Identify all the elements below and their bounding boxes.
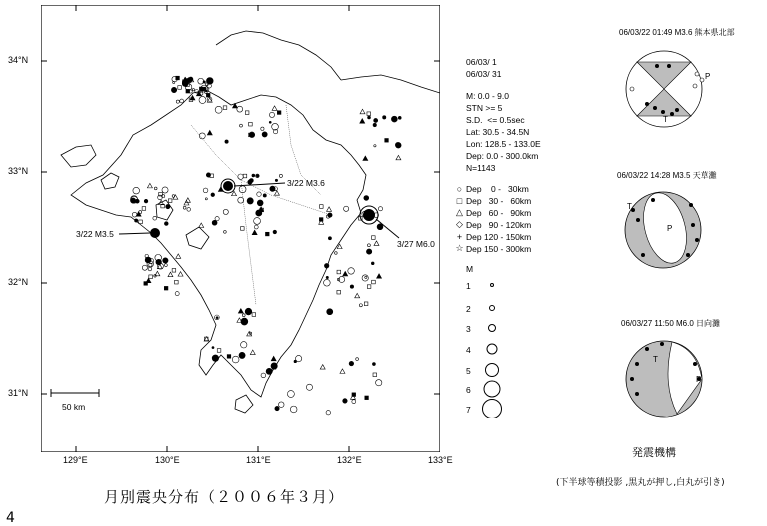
epicenter-symbol bbox=[269, 121, 271, 123]
figure-title: 月別震央分布（２００６年３月） bbox=[104, 488, 345, 506]
lat-label-31: 31°N bbox=[8, 388, 29, 398]
epicenter-symbol bbox=[366, 249, 371, 254]
event-count: N=1143 bbox=[466, 163, 496, 173]
epicenter-symbol bbox=[212, 355, 219, 362]
date-to: 06/03/ 31 bbox=[466, 69, 502, 79]
epicenter-symbol bbox=[225, 140, 228, 143]
epicenter-symbol bbox=[365, 396, 369, 400]
epicenter-symbol bbox=[377, 224, 383, 230]
epicenter-symbol bbox=[277, 111, 281, 115]
mag-legend-value: 3 bbox=[466, 324, 471, 334]
epicenter-symbol bbox=[171, 87, 176, 92]
epicenter-symbol bbox=[256, 210, 262, 216]
epicenter-symbol bbox=[373, 123, 376, 126]
date-from: 06/03/ 1 bbox=[466, 57, 497, 67]
epicenter-symbol bbox=[144, 199, 148, 203]
mechanism-note: (下半球等積投影 ,黒丸が押し,白丸が引き) bbox=[556, 478, 725, 488]
event-label-m36: 3/22 M3.6 bbox=[287, 178, 325, 188]
epicenter-symbol bbox=[343, 399, 348, 404]
depth-legend-row: ○ Dep 0 - 30km bbox=[456, 183, 529, 194]
scale-label: 50 km bbox=[62, 402, 86, 412]
epicenter-symbol bbox=[371, 262, 374, 265]
svg-text:P: P bbox=[705, 72, 711, 81]
epicenter-symbol bbox=[163, 258, 168, 263]
mag-legend-value: 2 bbox=[466, 304, 471, 314]
epicenter-symbol bbox=[398, 116, 401, 119]
epicenter-symbol bbox=[203, 87, 206, 90]
epicenter-symbol bbox=[203, 81, 205, 83]
event-label-m60: 3/27 M6.0 bbox=[397, 239, 435, 249]
epicenter-symbol bbox=[273, 230, 277, 234]
depth-legend-row: ◇ Dep 90 - 120km bbox=[456, 219, 532, 230]
mechanism-title-1: 06/03/22 01:49 M3.6 熊本県北部 bbox=[619, 28, 735, 37]
epicenter-symbol bbox=[349, 361, 354, 366]
epicenter-symbol bbox=[270, 186, 275, 191]
epicenter-symbol bbox=[391, 116, 397, 122]
epicenter-symbol bbox=[364, 196, 369, 201]
epicenter-symbol bbox=[265, 232, 269, 236]
epicenter-symbol bbox=[248, 180, 252, 184]
lon-label-131: 131°E bbox=[246, 455, 271, 465]
depth-legend-row: △ Dep 60 - 90km bbox=[456, 207, 532, 218]
svg-text:T: T bbox=[627, 202, 632, 211]
mag-legend-value: 7 bbox=[466, 405, 471, 415]
page-number: 4 bbox=[6, 510, 15, 526]
svg-text:T: T bbox=[653, 355, 658, 364]
mag-legend-value: 4 bbox=[466, 345, 471, 355]
mag-legend-value: 1 bbox=[466, 281, 471, 291]
epicenter-symbol bbox=[328, 237, 331, 240]
event-m36-marker bbox=[223, 181, 233, 191]
epicenter-symbol bbox=[350, 285, 353, 288]
lon-label-129: 129°E bbox=[63, 455, 88, 465]
sd-filter: S.D. <= 0.5sec bbox=[466, 115, 525, 125]
lat-range: Lat: 30.5 - 34.5N bbox=[466, 127, 530, 137]
epicenter-symbol bbox=[256, 175, 259, 178]
epicenter-symbol bbox=[385, 139, 389, 143]
epicenter-symbol bbox=[245, 308, 252, 315]
epicenter-symbol bbox=[206, 93, 210, 97]
lon-range: Lon: 128.5 - 133.0E bbox=[466, 139, 541, 149]
epicenter-symbol bbox=[241, 318, 248, 325]
mag-legend-value: 6 bbox=[466, 385, 471, 395]
epicenter-symbol bbox=[164, 222, 168, 226]
epicenter-symbol bbox=[372, 363, 375, 366]
event-label-m35: 3/22 M3.5 bbox=[76, 229, 114, 239]
beachball-3 bbox=[617, 334, 717, 434]
epicenter-symbol bbox=[396, 142, 402, 148]
svg-text:P: P bbox=[667, 224, 673, 233]
lat-label-32: 32°N bbox=[8, 277, 29, 287]
depth-range: Dep: 0.0 - 300.0km bbox=[466, 151, 539, 161]
mechanism-title-3: 06/03/27 11:50 M6.0 日向灘 bbox=[621, 319, 721, 328]
epicenter-symbol bbox=[263, 194, 266, 197]
mechanism-title-2: 06/03/22 14:28 M3.5 天草灘 bbox=[617, 171, 717, 180]
mag-legend-title: M bbox=[466, 264, 474, 274]
mechanism-section-title: 発震機構 bbox=[632, 446, 676, 459]
depth-legend-row: □ Dep 30 - 60km bbox=[456, 195, 532, 206]
epicenter-symbol bbox=[212, 220, 217, 225]
epicenter-symbol bbox=[327, 309, 333, 315]
depth-legend-row: ☆ Dep 150 - 300km bbox=[455, 243, 532, 254]
epicenter-symbol bbox=[211, 193, 215, 197]
epicenter-symbol bbox=[275, 179, 277, 181]
beachball-2 bbox=[613, 185, 713, 285]
epicenter-symbol bbox=[326, 276, 328, 278]
epicenter-symbol bbox=[262, 132, 267, 137]
mag-legend-value: 5 bbox=[466, 366, 471, 376]
epicenter-symbol bbox=[374, 118, 378, 122]
lon-label-132: 132°E bbox=[337, 455, 362, 465]
lat-label-33: 33°N bbox=[8, 166, 29, 176]
svg-text:T: T bbox=[663, 115, 668, 124]
epicenter-symbol bbox=[212, 347, 214, 349]
beachball-1 bbox=[617, 44, 717, 144]
epicenter-symbol bbox=[239, 352, 245, 358]
epicenter-symbol bbox=[247, 198, 253, 204]
epicenter-symbol bbox=[271, 363, 277, 369]
epicenter-symbol bbox=[275, 406, 279, 410]
epicenter-symbol bbox=[164, 286, 168, 290]
epicenter-symbol bbox=[227, 355, 231, 359]
svg-text:P: P bbox=[696, 375, 702, 384]
event-m60-marker bbox=[363, 209, 375, 221]
epicenter-symbol bbox=[166, 204, 170, 208]
magnitude-range: M: 0.0 - 9.0 bbox=[466, 91, 509, 101]
lon-label-133: 133°E bbox=[428, 455, 453, 465]
station-filter: STN >= 5 bbox=[466, 103, 503, 113]
epicenter-symbol bbox=[383, 116, 386, 119]
epicenter-symbol bbox=[176, 76, 180, 80]
epicenter-symbol bbox=[252, 174, 255, 177]
depth-legend-row: + Dep 120 - 150km bbox=[456, 231, 532, 242]
epicenter-symbol bbox=[257, 200, 263, 206]
epicenter-symbol bbox=[266, 368, 272, 374]
lat-label-34: 34°N bbox=[8, 55, 29, 65]
lon-label-130: 130°E bbox=[155, 455, 180, 465]
event-m35-marker bbox=[150, 228, 160, 238]
epicenter-symbol bbox=[135, 219, 138, 222]
epicenter-symbol bbox=[368, 116, 371, 119]
epicenter-symbol bbox=[216, 317, 218, 319]
epicenter-symbol bbox=[324, 263, 329, 268]
